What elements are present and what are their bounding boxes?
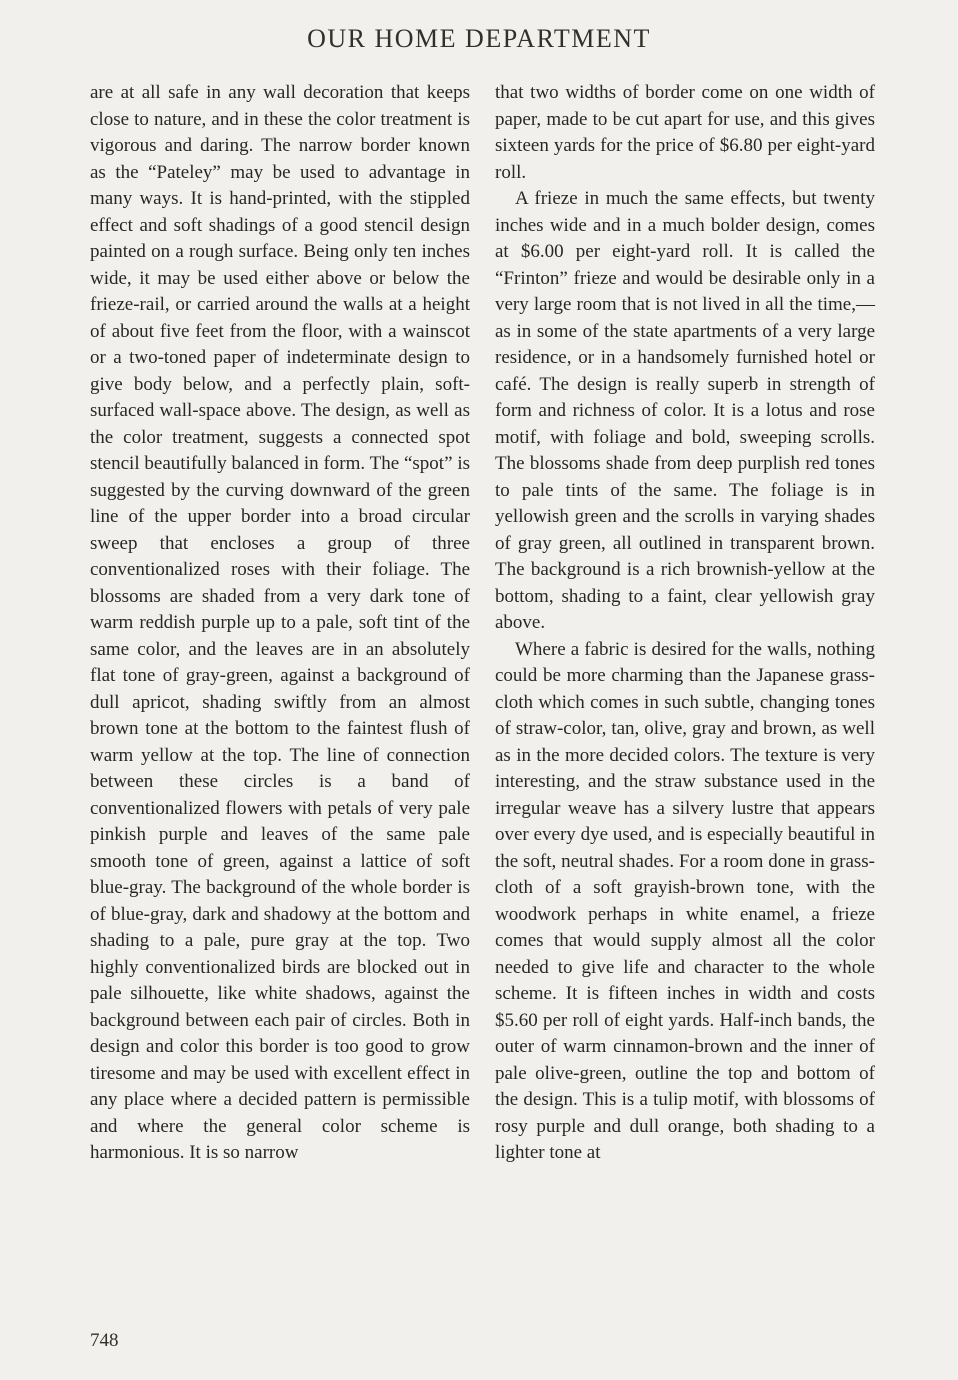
right-column xyxy=(495,80,875,1167)
left-column xyxy=(90,80,470,1167)
page-number: 748 xyxy=(90,1330,119,1351)
paragraph: A frieze in much the same effects, but twenty inches wide and in a much bolder design, comes at $6.00 per eight-yard roll. It is called the “Frinton” frieze and would be desirable only in a very large room that is not lived in all the time,—as in some of the state apartments of a very large residence, or in a handsomely furnished hotel or café. The design is really superb in strength of form and richness of color. It is a lotus and rose motif, with foliage and bold, sweeping scrolls. The blossoms shade from deep purplish red tones to pale tints of the same. The foliage is in yellowish green and the scrolls in varying shades of gray green, all outlined in transparent brown. The background is a rich brownish-yellow at the bottom, shading to a faint, clear yellowish gray above. xyxy=(495,188,875,633)
paragraph: Where a fabric is desired for the walls, nothing could be more charming than the Japanese grass-cloth which comes in such subtle, changing tones of straw-color, tan, olive, gray and brown, as well as in the more decided colors. The texture is very interesting, and the straw substance used in the irregular weave has a silvery lustre that appears over every dye used, and is especially beautiful in the soft, neutral shades. For a room done in grass-cloth of a soft grayish-brown tone, with the woodwork perhaps in white enamel, a frieze comes that would supply almost all the color needed to give life and character to the whole scheme. It is fifteen inches in width and costs $5.60 per roll of eight yards. Half-inch bands, the outer of warm cinnamon-brown and the inner of pale olive-green, outline the top and bottom of the design. This is a tulip motif, with blossoms of rosy purple and dull orange, both shading to a lighter tone at xyxy=(495,638,875,1163)
page-header: OUR HOME DEPARTMENT xyxy=(307,24,651,53)
paragraph: that two widths of border come on one width of paper, made to be cut apart for use, and this gives sixteen yards for the price of $6.80 per eight-yard roll. xyxy=(495,82,875,183)
paragraph: are at all safe in any wall decoration that keeps close to nature, and in these the color treatment is vigorous and daring. The narrow border known as the “Pateley” may be used to advantage in many ways. It is hand-printed, with the stippled effect and soft shadings of a good stencil design painted on a rough surface. Being only ten inches wide, it may be used either above or below the frieze-rail, or carried around the walls at a height of about five feet from the floor, with a wainscot or a two-toned paper of indeterminate design to give body below, and a perfectly plain, soft-surfaced wall-space above. The design, as well as the color treatment, suggests a connected spot stencil beautifully balanced in form. The “spot” is suggested by the curving downward of the green line of the upper border into a broad circular sweep that encloses a group of three conventionalized roses with their foliage. The blossoms are shaded from a very dark tone of warm reddish purple up to a pale, soft tint of the same color, and the leaves are in an absolutely flat tone of gray-green, against a background of dull apricot, shading swiftly from an almost brown tone at the bottom to the faintest flush of warm yellow at the top. The line of connection between these circles is a band of conventionalized flowers with petals of very pale pinkish purple and leaves of the same pale smooth tone of green, against a lattice of soft blue-gray. The background of the whole border is of blue-gray, dark and shadowy at the bottom and shading to a pale, pure gray at the top. Two highly conventionalized birds are blocked out in pale silhouette, like white shadows, against the background between each pair of circles. Both in design and color this border is too good to grow tiresome and may be used with excellent effect in any place where a decided pattern is permissible and where the general color scheme is harmonious. It is so narrow xyxy=(90,82,470,1163)
